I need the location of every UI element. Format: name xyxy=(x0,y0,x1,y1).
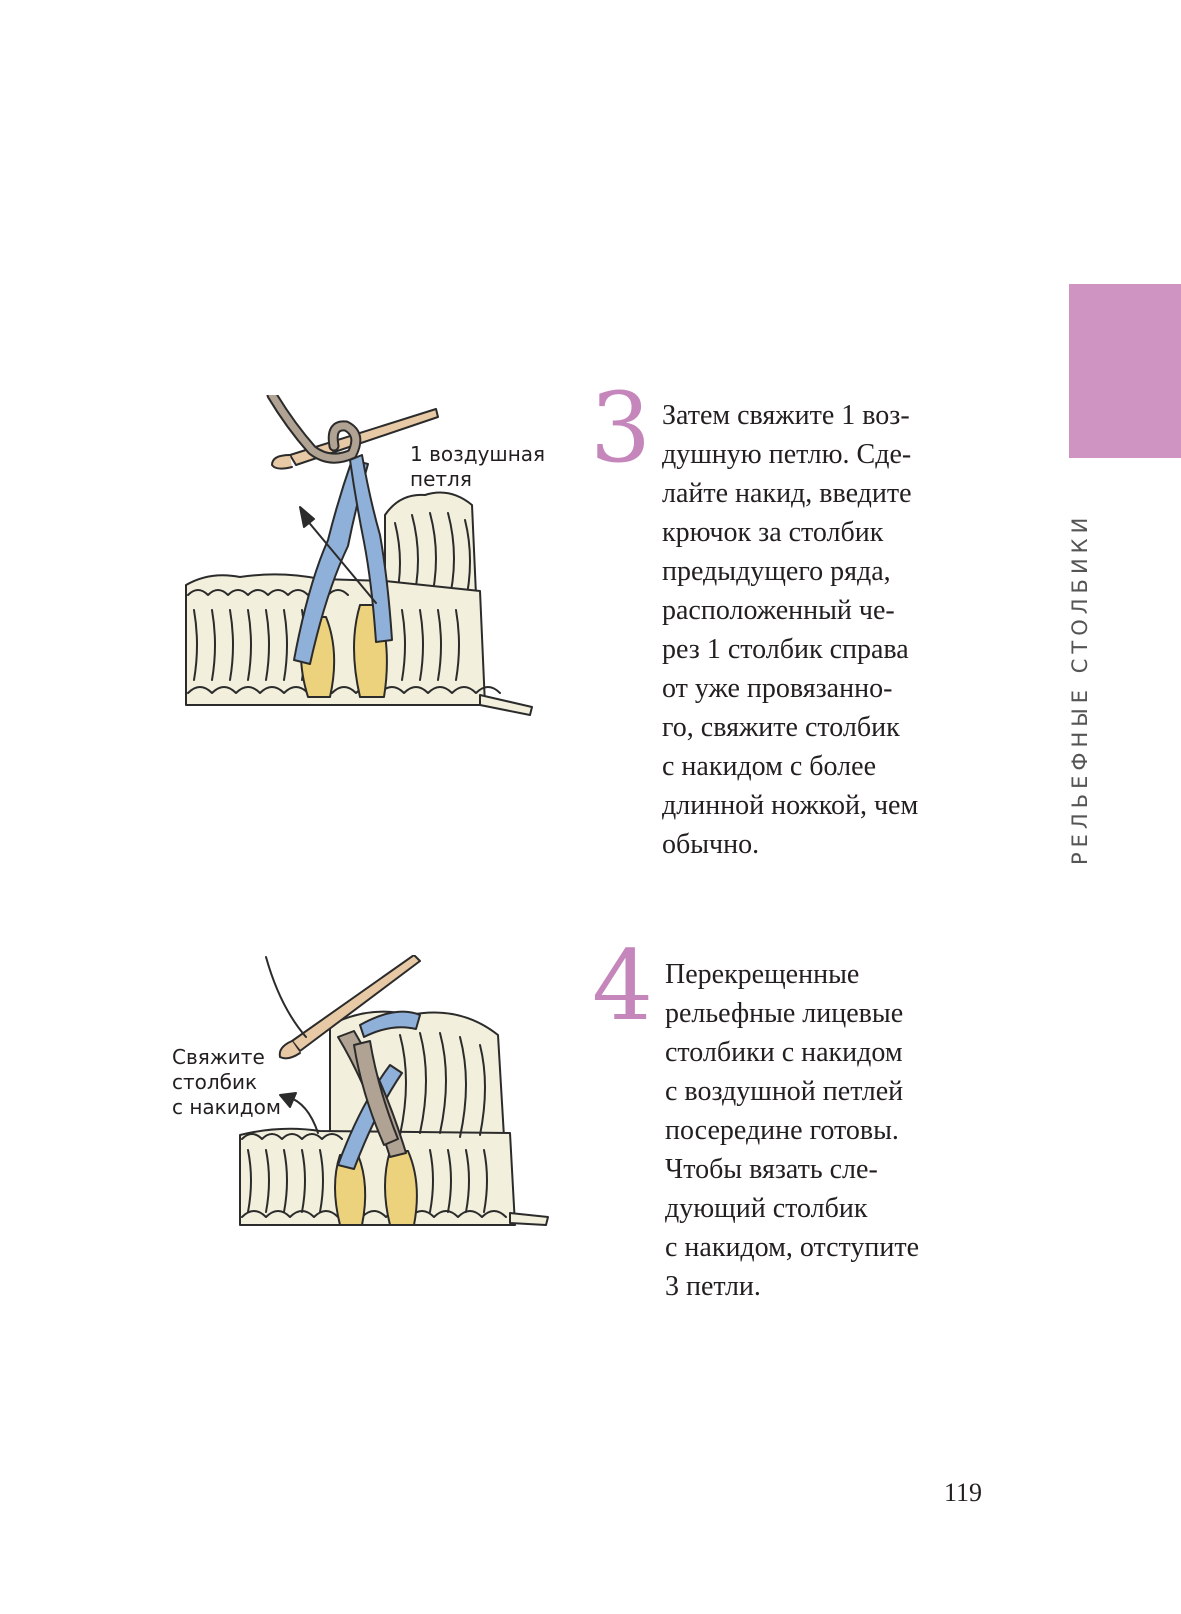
step-4-illustration xyxy=(230,955,570,1255)
step-4-number: 4 xyxy=(592,930,654,1042)
section-title-vertical: РЕЛЬЕФНЫЕ СТОЛБИКИ xyxy=(1068,512,1092,865)
step-3-label: 1 воздушная петля xyxy=(410,442,546,491)
step-3-number: 3 xyxy=(590,372,652,484)
step-4-label: Свяжите столбик с накидом xyxy=(172,1045,281,1119)
page-number: 119 xyxy=(944,1478,983,1507)
section-color-tab xyxy=(1069,284,1181,458)
step-3-text: Затем свяжите 1 воз- душную петлю. Сде- лайте накид, введите крючок за столбик предыдущего ряда, расположенный че- рез 1 столбик справа от уже провязанно- го, свяжите столбик с накидом с более длинной ножкой, чем обычно. xyxy=(662,400,919,860)
step-4-text: Перекрещенные рельефные лицевые столбики с накидом с воздушной петлей посередине готовы. Чтобы вязать сле- дующий столбик с накидом, отступите 3 петли. xyxy=(665,959,919,1302)
